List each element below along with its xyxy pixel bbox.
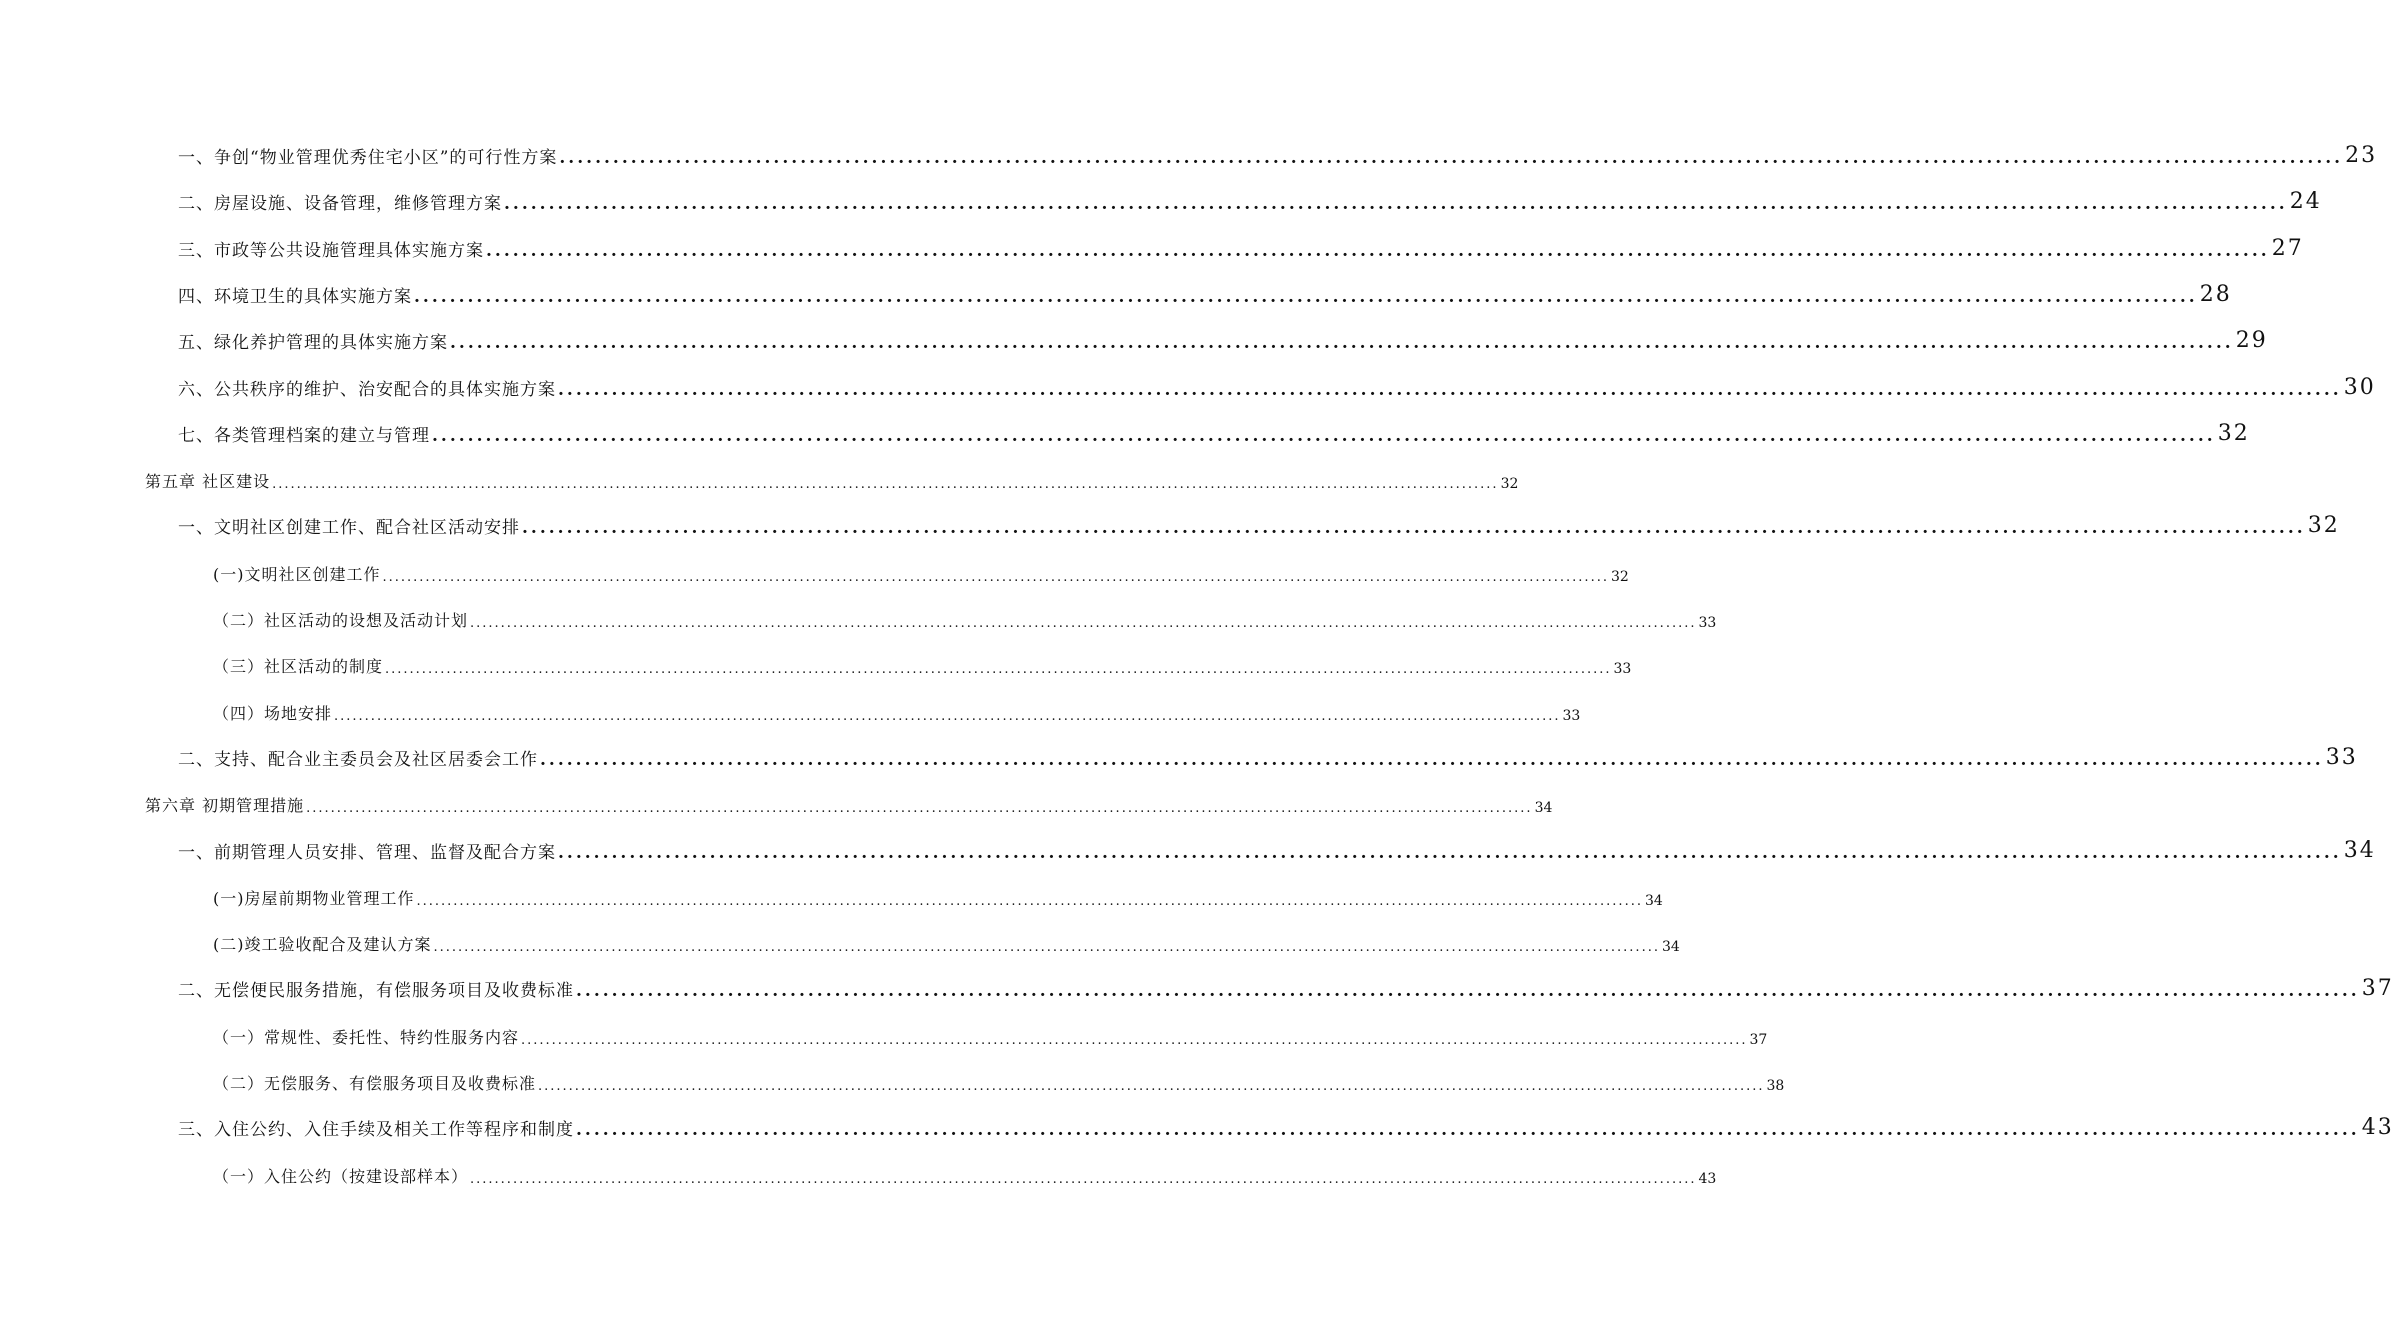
toc-entry-title: 六、公共秩序的维护、治安配合的具体实施方案 (178, 379, 556, 400)
toc-entry-title: （三）社区活动的制度 (213, 657, 384, 677)
toc-entry[interactable] (178, 140, 2378, 168)
toc-page-number: 32 (1610, 568, 1629, 585)
toc-entry-title: 二、支持、配合业主委员会及社区居委会工作 (178, 749, 538, 770)
toc-page-number: 34 (1534, 800, 1553, 817)
toc-page-number: 34 (2343, 837, 2376, 863)
toc-entry[interactable] (178, 973, 2394, 1002)
toc-page-number: 33 (1698, 615, 1717, 631)
toc-entry-title: 第五章 社区建设 (145, 472, 271, 492)
toc-entry[interactable] (213, 696, 1581, 724)
toc-dot-leader: ........................................................................................................................................................................................................ (470, 616, 1697, 631)
toc-page-number: 34 (1644, 892, 1663, 909)
toc-entry-title: （一）入住公约（按建设部样本） (213, 1166, 469, 1186)
toc-entry[interactable] (145, 788, 1553, 817)
toc-entry[interactable] (213, 927, 1680, 956)
toc-entry-title: 二、房屋设施、设备管理，维修管理方案 (178, 194, 502, 215)
toc-dot-leader: ........................................................................................................................................................................................................ (433, 940, 1660, 956)
toc-page-number: 29 (2235, 328, 2268, 354)
toc-page-number: 37 (1749, 1031, 1768, 1048)
toc-entry[interactable] (213, 1159, 1717, 1187)
toc-entry-title: 三、市政等公共设施管理具体实施方案 (178, 240, 484, 261)
toc-entry-title: 一、文明社区创建工作、配合社区活动安排 (178, 518, 520, 539)
toc-page-number: 34 (1661, 939, 1680, 956)
toc-entry[interactable] (213, 603, 1717, 631)
toc-entry[interactable] (178, 418, 2250, 446)
toc-page-number: 38 (1766, 1078, 1785, 1094)
toc-dot-leader: ........................................................................................................................................................................................................ (334, 708, 1561, 724)
toc-entry-title: （二）社区活动的设想及活动计划 (213, 611, 469, 630)
toc-dot-leader: ........................................................................................................................................................................................................ (432, 425, 2216, 446)
toc-entry[interactable] (178, 233, 2304, 261)
toc-page-number: 30 (2343, 374, 2376, 400)
toc-entry-title: 第六章 初期管理措施 (145, 796, 305, 816)
toc-entry[interactable] (178, 1112, 2394, 1141)
toc-entry-title: （二）无偿服务、有偿服务项目及收费标准 (213, 1074, 537, 1093)
toc-page-number: 43 (2361, 1115, 2394, 1141)
toc-entry-title: 一、争创“物业管理优秀住宅小区”的可行性方案 (178, 148, 558, 168)
toc-entry[interactable] (178, 325, 2268, 354)
toc-dot-leader: ........................................................................................................................................................................................................ (540, 749, 2324, 770)
toc-entry[interactable] (178, 279, 2232, 307)
toc-page-number: 32 (2217, 420, 2250, 446)
toc-page-number: 33 (1562, 707, 1581, 724)
toc-dot-leader: ........................................................................................................................................................................................................ (576, 1120, 2360, 1141)
toc-entry-title: 四、环境卫生的具体实施方案 (178, 286, 412, 307)
toc-dot-leader: ........................................................................................................................................................................................................ (538, 1079, 1765, 1094)
toc-entry-title: (一)房屋前期物业管理工作 (213, 888, 415, 908)
toc-dot-leader: ........................................................................................................................................................................................................ (559, 148, 2344, 168)
toc-dot-leader: ........................................................................................................................................................................................................ (416, 893, 1643, 909)
toc-page-number: 24 (2289, 189, 2322, 215)
toc-entry[interactable] (213, 881, 1663, 909)
toc-page-number: 43 (1698, 1170, 1717, 1187)
toc-dot-leader: ........................................................................................................................................................................................................ (414, 286, 2198, 307)
toc-entry[interactable] (178, 510, 2340, 539)
toc-entry-title: 一、前期管理人员安排、管理、监督及配合方案 (178, 842, 556, 863)
toc-page-number: 32 (1500, 476, 1519, 493)
toc-entry-title: （一）常规性、委托性、特约性服务内容 (213, 1027, 520, 1047)
toc-dot-leader: ........................................................................................................................................................................................................ (558, 379, 2342, 400)
toc-page-number: 37 (2361, 976, 2394, 1002)
toc-entry-title: 五、绿化养护管理的具体实施方案 (178, 333, 448, 354)
toc-entry-title: (二)竣工验收配合及建认方案 (213, 935, 432, 955)
toc-dot-leader: ........................................................................................................................................................................................................ (470, 1171, 1697, 1187)
toc-entry-title: 三、入住公约、入住手续及相关工作等程序和制度 (178, 1120, 574, 1141)
toc-entry[interactable] (178, 742, 2358, 770)
toc-dot-leader: ........................................................................................................................................................................................................ (385, 662, 1612, 678)
toc-entry[interactable] (213, 557, 1629, 585)
toc-dot-leader: ........................................................................................................................................................................................................ (558, 842, 2342, 863)
toc-dot-leader: ........................................................................................................................................................................................................ (306, 801, 1533, 817)
toc-dot-leader: ........................................................................................................................................................................................................ (272, 477, 1499, 493)
toc-dot-leader: ........................................................................................................................................................................................................ (486, 240, 2270, 261)
toc-entry-title: 七、各类管理档案的建立与管理 (178, 425, 430, 446)
toc-page-number: 27 (2271, 235, 2304, 261)
toc-entry[interactable] (178, 372, 2376, 400)
toc-page-number: 28 (2199, 281, 2232, 307)
toc-entry[interactable] (213, 1066, 1785, 1094)
toc-entry-title: (一)文明社区创建工作 (213, 564, 381, 584)
toc-dot-leader: ........................................................................................................................................................................................................ (521, 1032, 1748, 1048)
toc-entry[interactable] (213, 1020, 1768, 1048)
toc-dot-leader: ........................................................................................................................................................................................................ (382, 569, 1609, 585)
toc-page-number: 32 (2307, 513, 2340, 539)
toc-entry[interactable] (178, 835, 2376, 863)
toc-dot-leader: ........................................................................................................................................................................................................ (576, 981, 2360, 1002)
toc-dot-leader: ........................................................................................................................................................................................................ (522, 518, 2306, 539)
toc-entry-title: 二、无偿便民服务措施，有偿服务项目及收费标准 (178, 981, 574, 1002)
toc-dot-leader: ........................................................................................................................................................................................................ (450, 333, 2234, 354)
toc-dot-leader: ........................................................................................................................................................................................................ (504, 194, 2288, 215)
toc-entry[interactable] (213, 649, 1632, 678)
toc-page-number: 33 (1613, 661, 1632, 678)
toc-entry[interactable] (178, 186, 2322, 215)
toc-page-number: 23 (2345, 143, 2378, 168)
toc-page-number: 33 (2325, 744, 2358, 770)
toc-entry[interactable] (145, 464, 1519, 493)
toc-entry-title: （四）场地安排 (213, 703, 333, 723)
